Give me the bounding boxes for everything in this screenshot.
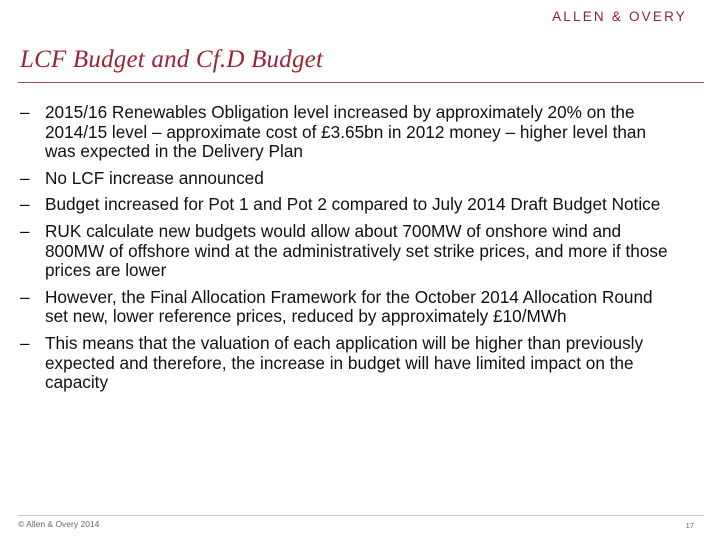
bullet-text: This means that the valuation of each application will be higher than previously expected and therefore, the increase in budget will have limited impact on the capacity: [45, 332, 644, 393]
bullet-item: [18, 288, 678, 327]
bullet-item: [18, 334, 678, 393]
bullet-dash: –: [20, 286, 30, 307]
bullet-list: [18, 103, 678, 400]
bullet-text: Budget increased for Pot 1 and Pot 2 compared to July 2014 Draft Budget Notice: [45, 194, 661, 215]
bullet-dash: –: [20, 194, 30, 215]
allen-overy-logo: ALLEN & OVERY: [552, 9, 687, 24]
bullet-item: [18, 103, 678, 162]
bullet-text: RUK calculate new budgets would allow about 700MW of onshore wind and 800MW of offshore wind at the administratively set strike prices, and more if those prices are lower: [45, 220, 668, 281]
bullet-dash: –: [20, 167, 30, 188]
bullet-text: No LCF increase announced: [45, 167, 264, 188]
bullet-dash: –: [20, 220, 30, 241]
copyright-text: © Allen & Overy 2014: [18, 519, 100, 529]
bullet-text: However, the Final Allocation Framework for the October 2014 Allocation Round set new, lower reference prices, reduced by approximately £10/MWh: [45, 286, 653, 327]
footer-divider: [18, 515, 704, 516]
page-number: 17: [685, 521, 694, 530]
bullet-dash: –: [20, 102, 30, 122]
bullet-dash: –: [20, 332, 30, 353]
title-divider: [18, 82, 704, 83]
bullet-item: [18, 169, 678, 189]
bullet-item: [18, 195, 678, 215]
bullet-item: [18, 222, 678, 281]
bullet-text: 2015/16 Renewables Obligation level increased by approximately 20% on the 2014/15 level – approximate cost of £3.65bn in 2012 money – higher level than was expected in the Delivery Plan: [45, 102, 647, 162]
slide-title: LCF Budget and Cf.D Budget: [20, 46, 324, 73]
